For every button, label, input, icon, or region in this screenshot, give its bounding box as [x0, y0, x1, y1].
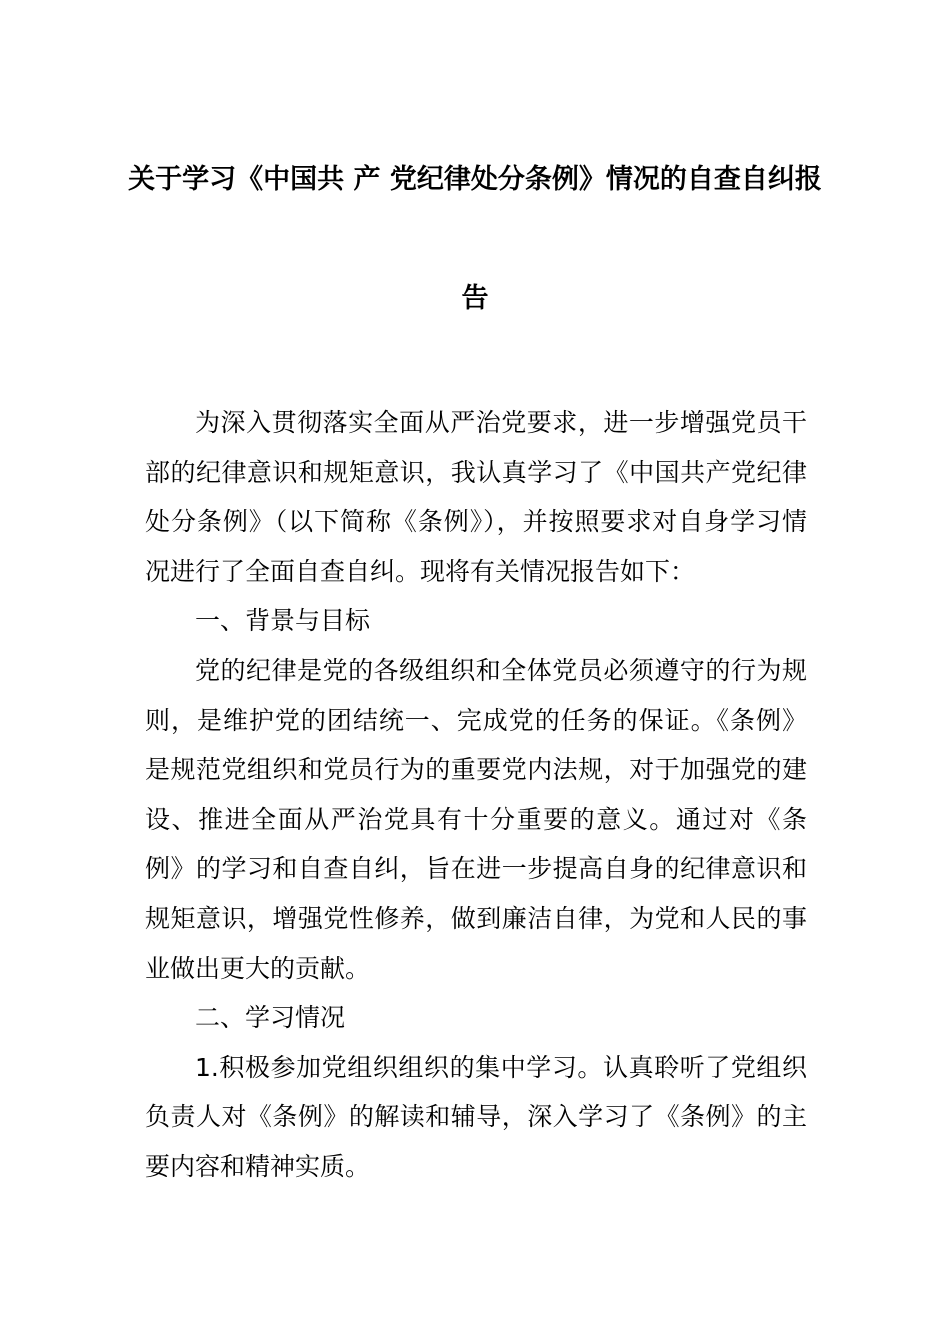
document-title-line-2: 告 [461, 283, 489, 314]
study-item-1-paragraph: 1.积极参加党组织组织的集中学习。认真聆听了党组织负责人对《条例》的解读和辅导，深入学习了《条例》的主要内容和精神实质。 [145, 1052, 807, 1181]
intro-paragraph: 为深入贯彻落实全面从严治党要求，进一步增强党员干部的纪律意识和规矩意识，我认真学习了《中国共产党纪律处分条例》（以下简称《条例》），并按照要求对自身学习情况进行了全面自查自纠。现将有关情况报告如下： [145, 408, 807, 586]
section-heading-background: 一、背景与目标 [195, 606, 371, 636]
background-paragraph: 党的纪律是党的各级组织和全体党员必须遵守的行为规则，是维护党的团结统一、完成党的任务的保证。《条例》是规范党组织和党员行为的重要党内法规，对于加强党的建设、推进全面从严治党具有十分重要的意义。通过对《条例》的学习和自查自纠，旨在进一步提高自身的纪律意识和规矩意识，增强党性修养，做到廉洁自律，为党和人民的事业做出更大的贡献。 [145, 655, 807, 983]
document-title-line-1: 关于学习《中国共 产 党纪律处分条例》情况的自查自纠报 [128, 164, 822, 195]
document-body [145, 398, 807, 1192]
section-heading-study: 二、学习情况 [195, 1003, 346, 1033]
